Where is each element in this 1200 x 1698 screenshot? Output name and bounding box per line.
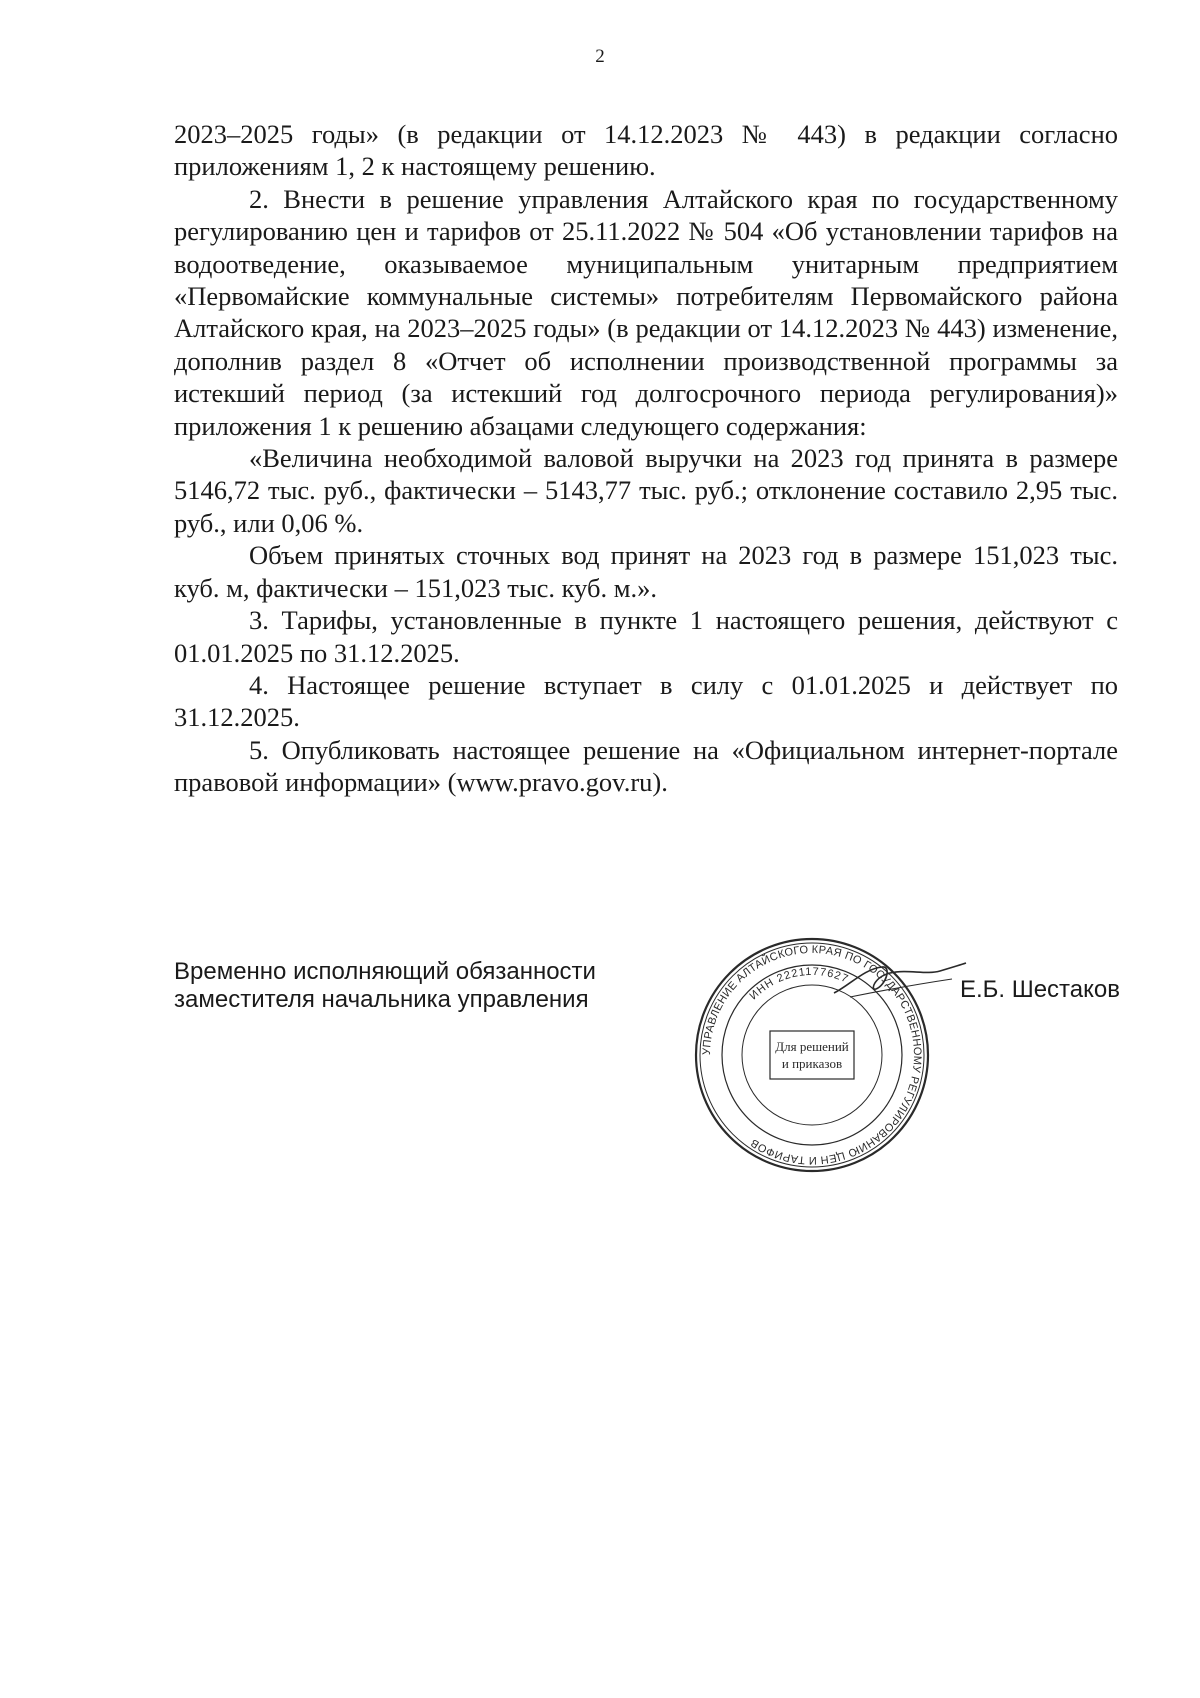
signatory-position — [174, 958, 596, 1014]
seal-center-line2: и приказов — [781, 1056, 843, 1071]
paragraph-continuation: 2023–2025 годы» (в редакции от 14.12.2023 № 443) в редакции согласно приложениям 1, 2 к настоящему решению. — [174, 119, 1118, 182]
signatory-position-line2: заместителя начальника управления — [174, 986, 589, 1013]
paragraph-item-2: 2. Внести в решение управления Алтайского края по государственному регулированию цен и тарифов от 25.11.2022 № 504 «Об установлении тарифов на водоотведение, оказываемое муниципальным унитарным предприятием «Первомайские коммунальные системы» потребителям Первомайского района Алтайского края, на 2023–2025 годы» (в редакции от 14.12.2023 № 443) изменение, дополнив раздел 8 «Отчет об исполнении производственной программы за истекший период (за истекший год долгосрочного периода регулирования)» приложения 1 к решению абзацами следующего содержания: — [174, 183, 1118, 441]
paragraph-item-3: 3. Тарифы, установленные в пункте 1 настоящего решения, действуют с 01.01.2025 по 31.12.2025. — [174, 605, 1118, 668]
seal-outer-text: УПРАВЛЕНИЕ АЛТАЙСКОГО КРАЯ ПО ГОСУДАРСТВЕННОМУ РЕГУЛИРОВАНИЮ ЦЕН И ТАРИФОВ — [700, 943, 924, 1167]
seal-inn-text: ИНН 2221177627 — [747, 965, 851, 1003]
page-number: 2 — [595, 46, 605, 67]
paragraph-item-5: 5. Опубликовать настоящее решение на «Официальном интернет-портале правовой информации» (www.pravo.gov.ru). — [174, 734, 1118, 798]
paragraph-quote-volume: Объем принятых сточных вод принят на 2023 год в размере 151,023 тыс. куб. м, фактически – 151,023 тыс. куб. м.». — [174, 540, 1118, 603]
seal-center-line1: Для решений — [775, 1039, 849, 1054]
paragraph-item-4: 4. Настоящее решение вступает в силу с 01.01.2025 и действует по 31.12.2025. — [174, 669, 1118, 733]
signatory-name: Е.Б. Шестаков — [959, 976, 1120, 1003]
handwritten-signature — [830, 955, 970, 1005]
document-body — [174, 118, 1118, 799]
signatory-position-line1: Временно исполняющий обязанности — [174, 958, 596, 985]
paragraph-quote-revenue: «Величина необходимой валовой выручки на 2023 год принята в размере 5146,72 тыс. руб., фактически – 5143,77 тыс. руб.; отклонение составило 2,95 тыс. руб., или 0,06 %. — [174, 443, 1118, 538]
